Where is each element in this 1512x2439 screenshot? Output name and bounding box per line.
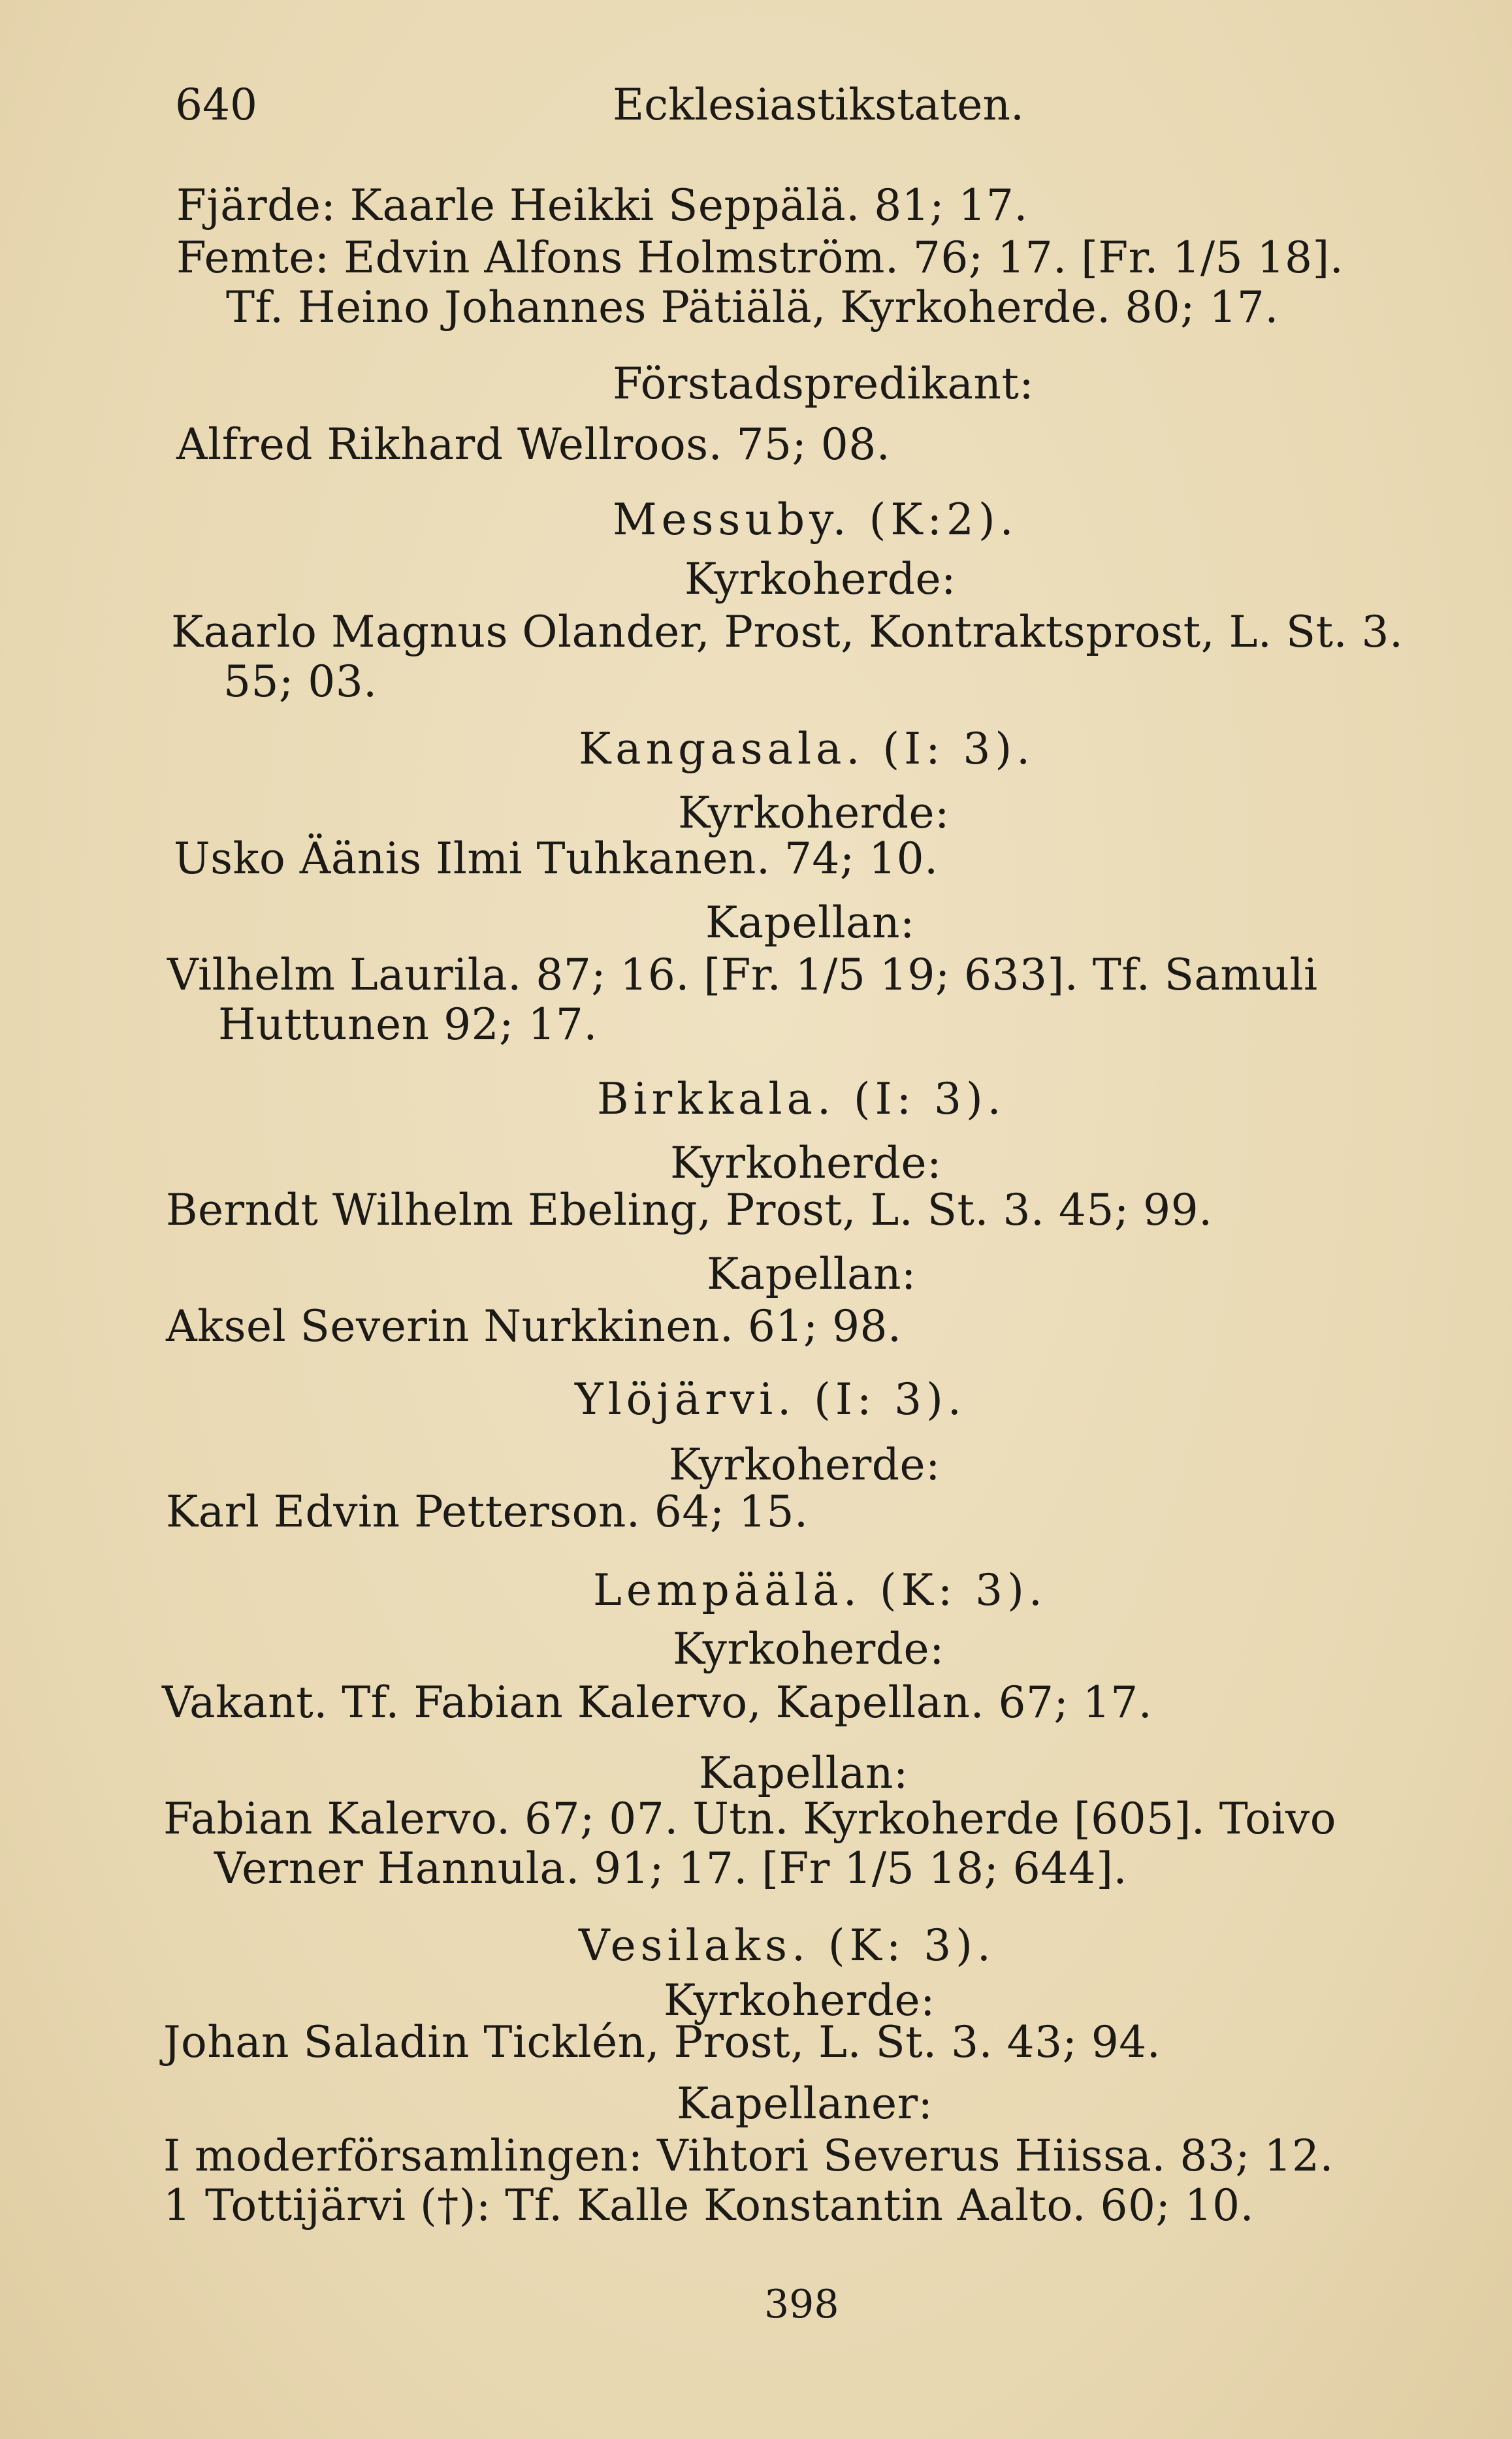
- text-line: Huttunen 92; 17.: [218, 999, 598, 1050]
- text-line: Vakant. Tf. Fabian Kalervo, Kapellan. 67; 17.: [162, 1677, 1153, 1728]
- text-line: Femte: Edvin Alfons Holmström. 76; 17. [Fr. 1/5 18].: [176, 233, 1344, 283]
- parish-heading: Ylöjärvi. (I: 3).: [575, 1374, 966, 1425]
- section-heading: Kyrkoherde:: [678, 788, 950, 838]
- text-line: Vilhelm Laurila. 87; 16. [Fr. 1/5 19; 633]. Tf. Samuli: [167, 950, 1318, 1000]
- section-heading: Kyrkoherde:: [669, 1440, 941, 1490]
- text-line: Berndt Wilhelm Ebeling, Prost, L. St. 3. 45; 99.: [166, 1185, 1213, 1235]
- text-line: Aksel Severin Nurkkinen. 61; 98.: [166, 1301, 902, 1351]
- text-line: Tf. Heino Johannes Pätiälä, Kyrkoherde. 80; 17.: [226, 282, 1279, 332]
- text-line: Verner Hannula. 91; 17. [Fr 1/5 18; 644].: [214, 1843, 1127, 1894]
- parish-heading: Birkkala. (I: 3).: [597, 1074, 1006, 1124]
- section-heading: Kapellaner:: [677, 2078, 933, 2129]
- text-line: Karl Edvin Petterson. 64; 15.: [166, 1487, 809, 1537]
- section-heading: Kapellan:: [699, 1748, 909, 1798]
- text-line: Alfred Rikhard Wellroos. 75; 08.: [176, 419, 891, 470]
- section-heading: Förstadspredikant:: [613, 359, 1035, 409]
- signature-mark: 398: [764, 2282, 839, 2327]
- parish-heading: Lempäälä. (K: 3).: [593, 1565, 1047, 1615]
- parish-heading: Kangasala. (I: 3).: [579, 724, 1035, 774]
- section-heading: Kapellan:: [705, 897, 915, 948]
- section-heading: Kyrkoherde:: [670, 1138, 942, 1188]
- section-heading: Kapellan:: [707, 1249, 916, 1299]
- text-line: I moderförsamlingen: Vihtori Severus Hiissa. 83; 12.: [163, 2131, 1334, 2181]
- section-heading: Kyrkoherde:: [664, 1975, 935, 2026]
- section-heading: Kyrkoherde:: [673, 1624, 944, 1674]
- parish-heading: Messuby. (K:2).: [613, 494, 1018, 545]
- page-number: 640: [175, 80, 257, 130]
- text-line: 55; 03.: [223, 656, 378, 707]
- text-line: 1 Tottijärvi (†): Tf. Kalle Konstantin Aalto. 60; 10.: [163, 2180, 1255, 2231]
- text-line: Usko Äänis Ilmi Tuhkanen. 74; 10.: [174, 833, 939, 884]
- running-title: Ecklesiastikstaten.: [613, 80, 1024, 130]
- text-line: Fabian Kalervo. 67; 07. Utn. Kyrkoherde [605]. Toivo: [163, 1794, 1337, 1844]
- text-line: Fjärde: Kaarle Heikki Seppälä. 81; 17.: [176, 180, 1028, 231]
- text-line: Johan Saladin Ticklén, Prost, L. St. 3. 43; 94.: [163, 2017, 1161, 2067]
- section-heading: Kyrkoherde:: [684, 554, 956, 604]
- text-line: Kaarlo Magnus Olander, Prost, Kontraktsprost, L. St. 3.: [171, 607, 1404, 657]
- parish-heading: Vesilaks. (K: 3).: [579, 1920, 995, 1971]
